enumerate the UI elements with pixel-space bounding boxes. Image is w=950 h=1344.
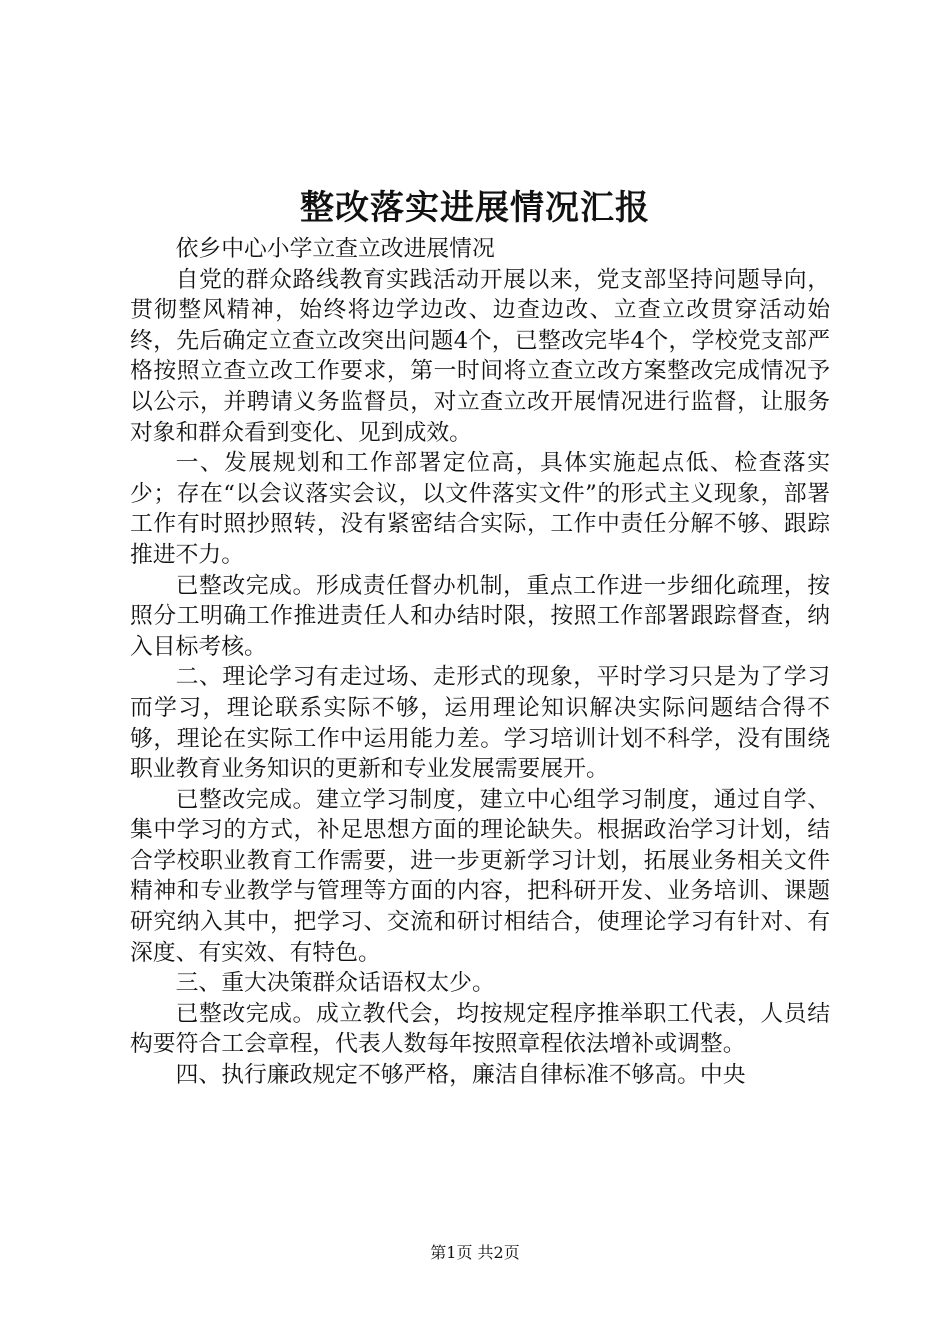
document-body <box>130 234 830 1091</box>
paragraph-fix-2: 已整改完成。建立学习制度，建立中心组学习制度，通过自学、集中学习的方式，补足思想方面的理论缺失。根据政治学习计划，结合学校职业教育工作需要，进一步更新学习计划，拓展业务相关文件精神和专业教学与管理等方面的内容，把科研开发、业务培训、课题研究纳入其中，把学习、交流和研讨相结合，使理论学习有针对、有深度、有实效、有特色。 <box>130 786 830 966</box>
paragraph-fix-1: 已整改完成。形成责任督办机制，重点工作进一步细化疏理，按照分工明确工作推进责任人和办结时限，按照工作部署跟踪督查，纳入目标考核。 <box>130 572 830 660</box>
paragraph-issue-4: 四、执行廉政规定不够严格，廉洁自律标准不够高。中央 <box>175 1062 746 1089</box>
paragraph-issue-1: 一、发展规划和工作部署定位高，具体实施起点低、检查落实少；存在“以会议落实会议，以文件落实文件”的形式主义现象，部署工作有时照抄照转，没有紧密结合实际，工作中责任分解不够、跟踪推进不力。 <box>130 450 830 568</box>
paragraph-issue-3: 三、重大决策群众话语权太少。 <box>175 970 495 997</box>
document-title: 整改落实进展情况汇报 <box>300 188 650 228</box>
paragraph-subtitle: 依乡中心小学立查立改进展情况 <box>175 236 495 262</box>
paragraph-fix-3: 已整改完成。成立教代会，均按规定程序推举职工代表，人员结构要符合工会章程，代表人数每年按照章程依法增补或调整。 <box>130 1000 830 1058</box>
paragraph-intro: 自党的群众路线教育实践活动开展以来，党支部坚持问题导向，贯彻整风精神，始终将边学边改、边查边改、立查立改贯穿活动始终，先后确定立查立改突出问题4个，已整改完毕4个，学校党支部严格按照立查立改工作要求，第一时间将立查立改方案整改完成情况予以公示，并聘请义务监督员，对立查立改开展情况进行监督，让服务对象和群众看到变化、见到成效。 <box>130 266 830 446</box>
paragraph-issue-2: 二、理论学习有走过场、走形式的现象，平时学习只是为了学习而学习，理论联系实际不够，运用理论知识解决实际问题结合得不够，理论在实际工作中运用能力差。学习培训计划不科学，没有围绕职业教育业务知识的更新和专业发展需要展开。 <box>130 664 830 783</box>
page-number-footer: 第1页 共2页 <box>430 1243 520 1262</box>
